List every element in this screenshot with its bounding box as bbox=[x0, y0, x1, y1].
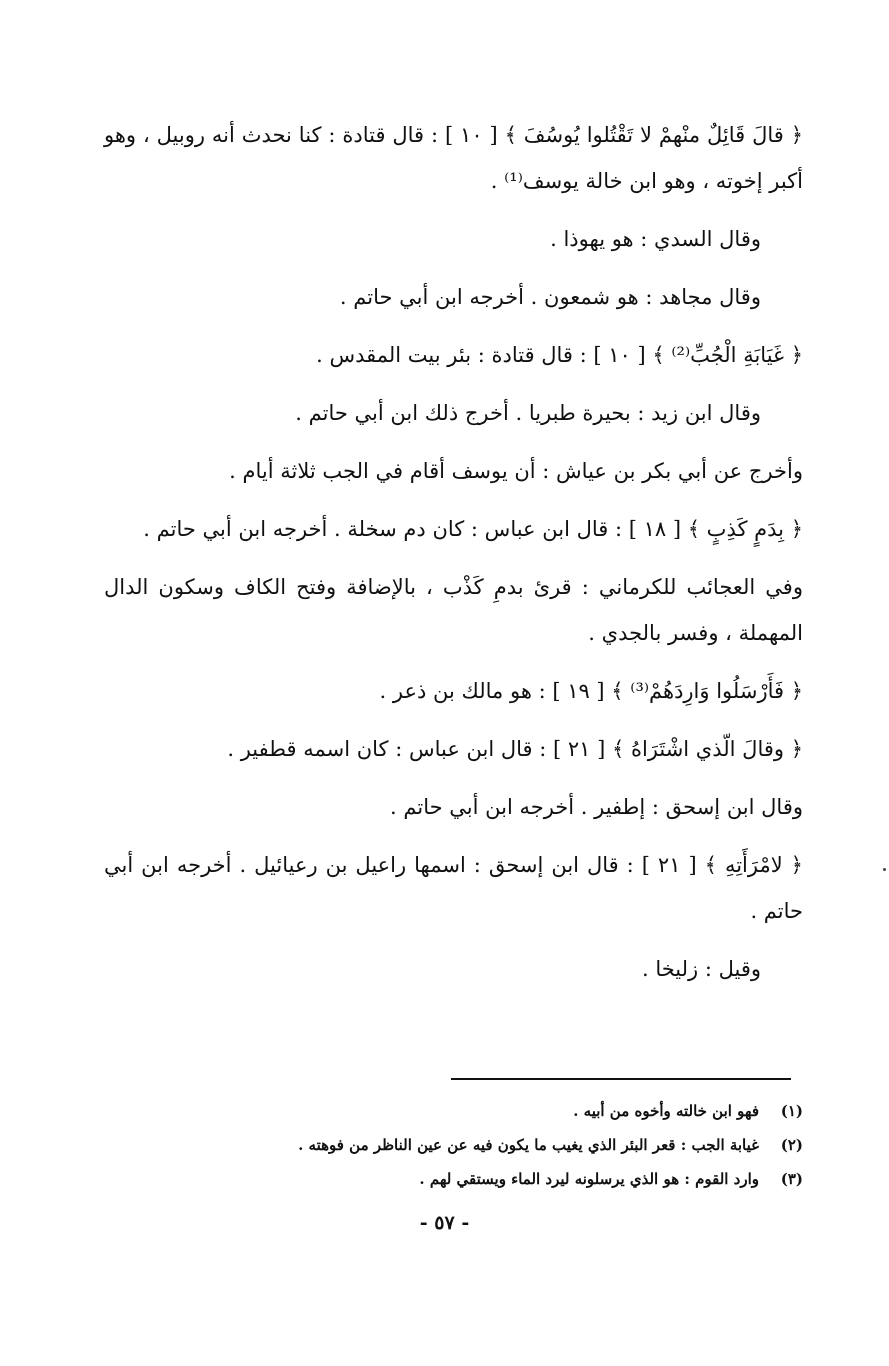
footnote-number: (١) bbox=[780, 1102, 803, 1120]
paragraph-3: وقال مجاهد : هو شمعون . أخرجه ابن أبي حاتم . bbox=[339, 285, 761, 309]
paragraph-4: ﴿ غَيَابَةِ الْجُبِّ⁽²⁾ ﴾ [ ١٠ ] : قال قتادة : بئر بيت المقدس . bbox=[316, 343, 803, 367]
footnote-text: وارد القوم : هو الذي يرسلونه ليرد الماء ويستقي لهم . bbox=[419, 1170, 759, 1188]
footnote-number: (٢) bbox=[780, 1136, 803, 1154]
footnote-item bbox=[150, 1162, 803, 1196]
paragraph-11: وقال ابن إسحق : إطفير . أخرجه ابن أبي حاتم . bbox=[390, 795, 803, 819]
paragraph-2: وقال السدي : هو يهوذا . bbox=[550, 227, 761, 251]
paragraph-7: ﴿ بِدَمٍ كَذِبٍ ﴾ [ ١٨ ] : قال ابن عباس : كان دم سخلة . أخرجه ابن أبي حاتم . bbox=[143, 517, 803, 541]
paragraph-6: وأخرج عن أبي بكر بن عياش : أن يوسف أقام في الجب ثلاثة أيام . bbox=[229, 459, 803, 483]
footnote-item bbox=[150, 1128, 803, 1162]
paragraph-9: ﴿ فَأَرْسَلُوا وَارِدَهُمْ⁽³⁾ ﴾ [ ١٩ ] : هو مالك بن ذعر . bbox=[379, 679, 803, 703]
footnote-number: (٣) bbox=[780, 1170, 803, 1188]
footnote-text: فهو ابن خالته وأخوه من أبيه . bbox=[573, 1102, 759, 1120]
paragraph-8: وفي العجائب للكرماني : قرئ بدمِ كَذْب ، بالإضافة وفتح الكاف وسكون الدال المهملة ، وفسر بالجدي . bbox=[104, 575, 803, 645]
paragraph-10: ﴿ وقالَ الّذي اشْتَرَاهُ ﴾ [ ٢١ ] : قال ابن عباس : كان اسمه قطفير . bbox=[227, 737, 803, 761]
scan-speck bbox=[883, 868, 886, 871]
footnote-text: غيابة الجب : قعر البئر الذي يغيب ما يكون فيه عن عين الناظر من فوهته . bbox=[298, 1136, 759, 1154]
footnote-separator bbox=[451, 1078, 791, 1080]
paragraph-5: وقال ابن زيد : بحيرة طبريا . أخرج ذلك ابن أبي حاتم . bbox=[295, 401, 761, 425]
footnote-item bbox=[150, 1094, 803, 1128]
paragraph-1: ﴿ قالَ قَائِلٌ منْهمْ لا تَقْتُلوا يُوسُفَ ﴾ [ ١٠ ] : قال قتادة : كنا نحدث أنه روبيل ، وهو أكبر إخوته ، وهو ابن خالة يوسف⁽¹⁾ . bbox=[104, 123, 803, 193]
paragraph-13: وقيل : زليخا . bbox=[641, 957, 761, 981]
paragraph-12: ﴿ لامْرَأَتِهِ ﴾ [ ٢١ ] : قال ابن إسحق : اسمها راعيل بن رعيائيل . أخرجه ابن أبي حاتم . bbox=[104, 853, 803, 923]
page-number: - ٥٧ - bbox=[419, 1212, 470, 1234]
main-text bbox=[104, 112, 803, 1004]
footnotes bbox=[150, 1094, 803, 1196]
